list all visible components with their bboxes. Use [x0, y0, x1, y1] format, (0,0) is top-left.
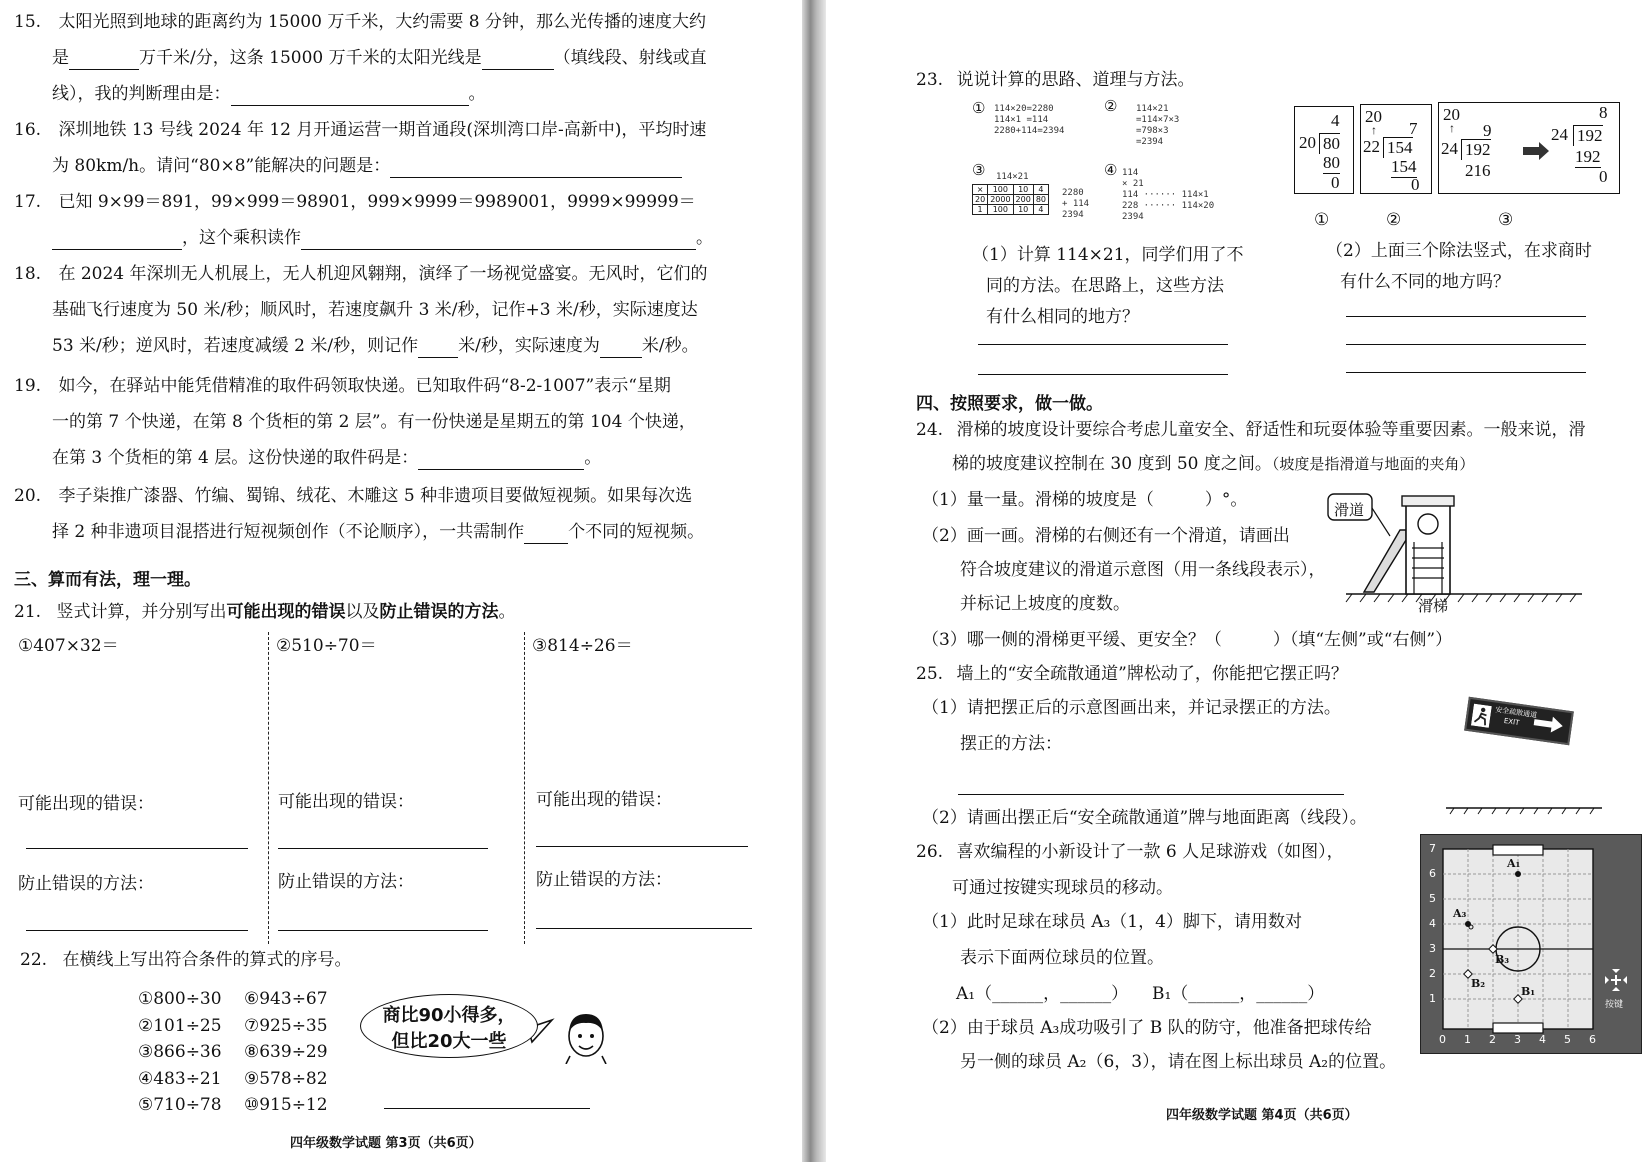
emphasis-text: 可能出现的错误: [226, 602, 346, 622]
x-tick: 1: [1464, 1033, 1471, 1046]
y-tick: 7: [1429, 842, 1436, 855]
question-text: 在 2024 年深圳无人机展上，无人机迎风翱翔，演绎了一场视觉盛宴。无风时，它们的: [58, 264, 708, 284]
sign-exit-text: EXIT: [1503, 716, 1520, 728]
method-label: ②: [1104, 97, 1118, 115]
calc-line: 2394: [1062, 210, 1084, 220]
x-tick: 4: [1539, 1033, 1546, 1046]
player-label: A₃: [1453, 907, 1467, 920]
floor-line: [1446, 804, 1604, 816]
answer-line[interactable]: [1346, 372, 1586, 373]
question-24: [916, 418, 1585, 442]
division-box-3: [1438, 102, 1620, 194]
prevent-label: 防止错误的方法：: [18, 874, 154, 894]
divisor: 22: [1363, 137, 1380, 156]
question-text: 如今，在驿站中能凭借精准的取件码领取快递。已知取件码“8-2-1007”表示“星期: [58, 376, 671, 396]
question-number: 16.: [14, 120, 42, 140]
grid-cell: 4: [1033, 205, 1048, 215]
question-19-line3: [52, 446, 601, 470]
question-26-line2: 可通过按键实现球员的移动。: [952, 878, 1173, 898]
section-heading: 三、算而有法，理一理。: [14, 570, 201, 590]
question-16: [14, 118, 706, 142]
method-label: ③: [972, 161, 986, 179]
question-number: 18.: [14, 264, 42, 284]
answer-line[interactable]: [278, 930, 488, 931]
grid-cell: ×: [973, 185, 988, 195]
exam-page-4: [826, 0, 1650, 1162]
question-24-part3: （3）哪一侧的滑梯更平缓、更安全？（ ）（填“左侧”或“右侧”）: [922, 630, 1453, 650]
key-label: 按键: [1605, 1000, 1624, 1010]
arrow-up-icon: ↑: [1449, 121, 1455, 135]
question-26-part1: （1）此时足球在球员 A₃（1，4）脚下，请用数对: [922, 912, 1302, 932]
arrow-right-icon: [1533, 714, 1565, 734]
list-item: ⑧639÷29: [244, 1042, 328, 1062]
a1-coordinate-answer[interactable]: A₁（______，______）: [956, 984, 1129, 1004]
right-arrow-icon: [1521, 141, 1551, 161]
question-number: 24.: [916, 420, 944, 440]
question-25-part2: （2）请画出摆正后“安全疏散通道”牌与地面距离（线段）。: [922, 808, 1367, 828]
question-20: [14, 484, 692, 508]
arrow-up-icon: ↑: [1371, 123, 1377, 137]
handwritten-method-4: [1122, 168, 1214, 223]
text: 在第 3 个货柜的第 4 层。这份快递的取件码是：: [52, 448, 419, 468]
remainder: 0: [1599, 167, 1608, 186]
question-number: 25.: [916, 664, 944, 684]
page-footer: 四年级数学试题 第4页（共6页）: [1166, 1108, 1358, 1123]
calc-line: 114×20=2280: [994, 104, 1054, 114]
slide-illustration: [1326, 490, 1586, 610]
text: ，这个乘积读作: [182, 228, 301, 248]
question-26-part2-line2: 另一侧的球员 A₂（6，3），请在图上标出球员 A₂的位置。: [960, 1052, 1397, 1072]
answer-blank[interactable]: [69, 51, 139, 70]
answer-line[interactable]: [26, 848, 248, 849]
question-17: [14, 190, 696, 214]
answer-blank[interactable]: [600, 339, 642, 358]
answer-blank[interactable]: [418, 451, 584, 470]
error-label: 可能出现的错误：: [536, 790, 672, 810]
list-item: ①800÷30: [138, 989, 222, 1009]
x-tick: 3: [1514, 1033, 1521, 1046]
x-tick: 6: [1589, 1033, 1596, 1046]
divisor: 20: [1299, 133, 1316, 152]
ladder-label: 滑梯: [1418, 597, 1449, 615]
text: 53 米/秒；逆风时，若速度减缓 2 米/秒，则记作: [52, 336, 419, 356]
answer-line[interactable]: [536, 928, 752, 929]
question-text: 墙上的“安全疏散通道”牌松动了，你能把它摆正吗？: [956, 664, 1348, 684]
grid-cell: 1: [973, 205, 988, 215]
calc-line: 114×21: [996, 172, 1029, 182]
question-15-line2: [52, 46, 707, 70]
question-24-line2: [952, 452, 1474, 476]
question-19: [14, 374, 671, 398]
y-tick: 4: [1429, 917, 1436, 930]
question-23: [916, 68, 1194, 92]
list-item: ③866÷36: [138, 1042, 222, 1062]
answer-blank[interactable]: [390, 159, 682, 178]
question-text: 在横线上写出符合条件的算式的序号。: [62, 950, 352, 970]
divisor: 24: [1441, 139, 1458, 158]
question-16-line2: [52, 154, 682, 178]
method-label: ①: [972, 99, 986, 117]
question-24-part1: （1）量一量。滑梯的坡度是（ ）°。: [922, 490, 1248, 510]
answer-line[interactable]: [978, 374, 1228, 375]
answer-line[interactable]: [958, 794, 1344, 795]
calc-line: + 114: [1062, 199, 1090, 209]
question-15-line3: [52, 82, 486, 106]
text: 。: [498, 602, 516, 622]
player-label: B₁: [1521, 985, 1536, 998]
emphasis-text: 防止错误的方法: [379, 602, 499, 622]
quotient: 9: [1483, 121, 1492, 140]
text: 米/秒。: [641, 336, 699, 356]
prevent-label: 防止错误的方法：: [278, 872, 414, 892]
list-item: ⑥943÷67: [244, 989, 328, 1009]
boy-face-icon: [560, 1006, 612, 1064]
calc-line: =114×7×3: [1136, 115, 1180, 125]
division-label: ③: [1498, 210, 1514, 230]
calc-line: 2280: [1062, 188, 1084, 198]
text: （1）计算 114×21，同学们用了不: [972, 245, 1244, 265]
calc-expression: ②510÷70＝: [276, 636, 377, 656]
question-text: 滑梯的坡度设计要综合考虑儿童安全、舒适性和玩耍体验等重要因素。一般来说，滑: [956, 420, 1586, 440]
text: 有什么不同的地方吗？: [1340, 272, 1510, 292]
note-text: （坡度是指滑道与地面的夹角）: [1271, 455, 1475, 473]
answer-line[interactable]: [536, 846, 748, 847]
calc-line: 114: [1122, 168, 1139, 178]
y-tick: 6: [1429, 867, 1436, 880]
question-18-line2: 基础飞行速度为 50 米/秒；顺风时，若速度飙升 3 米/秒，记作+3 米/秒，实际速度达: [52, 300, 698, 320]
running-man-icon: [1471, 704, 1492, 728]
field-grid: [1421, 835, 1641, 1053]
question-number: 21.: [14, 602, 42, 622]
quotient: 4: [1331, 111, 1340, 130]
division-box-2: [1360, 104, 1432, 194]
subtrahend: 80: [1323, 153, 1340, 172]
grid-cell: 2000: [988, 195, 1013, 205]
text: 万千米/分，这条 15000 万千米的太阳光线是: [139, 48, 482, 68]
grid-cell: 20: [973, 195, 988, 205]
y-tick: 2: [1429, 967, 1436, 980]
list-item: ④483÷21: [138, 1068, 222, 1089]
football-field: [1420, 834, 1642, 1054]
dividend: 80: [1319, 133, 1340, 154]
list-item: ②101÷25: [138, 1015, 222, 1036]
question-number: 19.: [14, 376, 42, 396]
question-18-line3: [52, 334, 699, 358]
speech-bubble: [360, 994, 538, 1058]
text: 。: [468, 84, 486, 104]
method-3-grid: [972, 184, 1049, 215]
y-tick: 3: [1429, 942, 1436, 955]
text: 有什么相同的地方？: [986, 307, 1139, 327]
text: 线），我的判断理由是：: [52, 84, 231, 104]
answer-line[interactable]: [978, 344, 1228, 345]
division-label: ①: [1314, 210, 1330, 230]
player-label: B₃: [1495, 953, 1510, 966]
text: 米/秒，实际速度为: [458, 336, 600, 356]
x-tick: 5: [1564, 1033, 1571, 1046]
dividend: 192: [1573, 125, 1603, 146]
answer-line[interactable]: [1346, 344, 1586, 345]
list-item: ⑦925÷35: [244, 1015, 328, 1036]
calc-line: 114×1 =114: [994, 115, 1049, 125]
grid-cell: 100: [988, 185, 1013, 195]
question-17-line2: [52, 226, 713, 250]
x-tick: 0: [1439, 1033, 1446, 1046]
text: 梯的坡度建议控制在 30 度到 50 度之间。: [952, 454, 1272, 474]
method-3-sum: [1062, 188, 1089, 221]
question-text: 深圳地铁 13 号线 2024 年 12 月开通运营一期首通段(深圳湾口岸-高新中)，平均时速: [58, 120, 707, 140]
question-20-line2: [52, 520, 704, 544]
text: 同的方法。在思路上，这些方法: [986, 276, 1224, 296]
calc-expression: ①407×32＝: [18, 636, 119, 656]
y-tick: 1: [1429, 992, 1436, 1005]
player-label: B₂: [1471, 977, 1486, 990]
text: （2）上面三个除法竖式，在求商时: [1326, 241, 1592, 261]
quotient: 8: [1599, 103, 1608, 122]
grid-cell: 4: [1033, 185, 1048, 195]
bubble-text: 商比90小得多，: [382, 1005, 516, 1026]
method-label: ④: [1104, 161, 1118, 179]
question-23-part1: [972, 240, 1244, 333]
calc-line: 114 ······ 114×1: [1122, 190, 1209, 200]
method-label: 摆正的方法：: [960, 734, 1062, 754]
question-23-part2: [1326, 236, 1592, 298]
sign-text: 安全疏散通道: [1494, 705, 1538, 720]
question-number: 26.: [916, 842, 944, 862]
quotient: 7: [1409, 119, 1418, 138]
error-label: 可能出现的错误：: [278, 792, 414, 812]
text: 择 2 种非遗项目混搭进行短视频创作（不论顺序），一共需制作: [52, 522, 525, 542]
answer-line[interactable]: [384, 1108, 590, 1109]
section-heading: 四、按照要求，做一做。: [916, 394, 1103, 414]
calc-line: 2280+114=2394: [994, 126, 1065, 136]
remainder: 0: [1331, 173, 1340, 192]
estimate: 20: [1443, 105, 1460, 124]
division-box-1: [1294, 106, 1354, 194]
divider: [268, 632, 269, 944]
slide-label: 滑道: [1334, 501, 1365, 519]
question-number: 23.: [916, 70, 944, 90]
subtrahend: 154: [1391, 157, 1417, 176]
text: （填线段、射线或直: [553, 48, 707, 68]
answer-line[interactable]: [1346, 316, 1586, 317]
estimate: 20: [1365, 107, 1382, 126]
question-24-part2-line2: 符合坡度建议的滑道示意图（用一条线段表示），: [960, 560, 1326, 580]
text: 是: [52, 48, 69, 68]
question-text: 李子柒推广漆器、竹编、蜀锦、绒花、木雕这 5 种非遗项目要做短视频。如果每次选: [58, 486, 693, 506]
subtrahend: 192: [1575, 147, 1601, 166]
list-item: ⑤710÷78: [138, 1095, 222, 1115]
question-26-part2: （2）由于球员 A₃成功吸引了 B 队的防守，他准备把球传给: [922, 1018, 1372, 1038]
question-22: [20, 948, 351, 972]
question-26-part1-line2: 表示下面两位球员的位置。: [960, 948, 1164, 968]
text: 。: [696, 228, 713, 248]
calc-line: 228 ······ 114×20: [1122, 201, 1215, 211]
remainder: 0: [1411, 175, 1420, 194]
question-19-line2: 一的第 7 个快递，在第 8 个货柜的第 2 层”。有一份快递是星期五的第 104 个快递，: [52, 412, 696, 432]
prevent-label: 防止错误的方法：: [536, 870, 672, 890]
calc-line: 114×21: [1136, 104, 1169, 114]
divisor: 24: [1551, 125, 1568, 144]
handwritten-method-2: [1136, 104, 1179, 148]
text: 以及: [345, 602, 380, 622]
question-26: [916, 840, 1344, 864]
grid-cell: 200: [1013, 195, 1033, 205]
question-25-part1: （1）请把摆正后的示意图画出来，并记录摆正的方法。: [922, 698, 1341, 718]
page-footer: 四年级数学试题 第3页（共6页）: [290, 1136, 482, 1151]
answer-blank[interactable]: [231, 87, 469, 106]
answer-blank[interactable]: [418, 339, 458, 358]
expression-list-right: [244, 986, 328, 1119]
calc-line: 2394: [1122, 212, 1144, 222]
answer-line[interactable]: [26, 930, 248, 931]
question-text: 已知 9×99＝891，99×999＝98901，999×9999＝9989001，9999×99999＝: [58, 192, 696, 212]
text: 。: [584, 448, 602, 468]
answer-blank[interactable]: [52, 231, 182, 250]
grid-cell: 80: [1033, 195, 1048, 205]
question-text: 喜欢编程的小新设计了一款 6 人足球游戏（如图），: [956, 842, 1344, 862]
text: 为 80km/h。请问“80×8”能解决的问题是：: [52, 156, 391, 176]
exit-sign: [1464, 697, 1574, 745]
question-24-part2-line3: 并标记上坡度的度数。: [960, 594, 1130, 614]
b1-coordinate-answer[interactable]: B₁（______，______）: [1152, 984, 1325, 1004]
answer-blank[interactable]: [524, 525, 568, 544]
calc-line: =798×3: [1136, 126, 1169, 136]
grid-cell: 10: [1013, 205, 1033, 215]
question-number: 17.: [14, 192, 42, 212]
question-24-part2: （2）画一画。滑梯的右侧还有一个滑道，请画出: [922, 526, 1290, 546]
player-label: A₁: [1507, 857, 1521, 870]
calc-line: × 21: [1122, 179, 1144, 189]
dividend: 154: [1383, 137, 1413, 158]
grid-cell: 100: [988, 205, 1013, 215]
question-21: [14, 600, 515, 624]
bubble-text: 但比20大一些: [391, 1031, 507, 1052]
dividend: 192: [1461, 139, 1491, 160]
question-number: 22.: [20, 950, 48, 970]
question-text: 说说计算的思路、道理与方法。: [956, 70, 1195, 90]
question-number: 20.: [14, 486, 42, 506]
answer-line[interactable]: [278, 848, 488, 849]
divider: [524, 632, 525, 944]
handwritten-method-1: [994, 104, 1064, 137]
subtrahend: 216: [1465, 161, 1491, 180]
answer-blank[interactable]: [482, 51, 554, 70]
list-item: ⑨578÷82: [244, 1068, 328, 1089]
error-label: 可能出现的错误：: [18, 794, 154, 814]
exam-page-3: [0, 0, 802, 1162]
page-gutter: [802, 0, 826, 1162]
text: 竖式计算，并分别写出: [56, 602, 227, 622]
calc-line: =2394: [1136, 137, 1164, 147]
calc-expression: ③814÷26＝: [532, 636, 633, 656]
question-15: [14, 10, 706, 34]
list-item: ⑩915÷12: [244, 1095, 328, 1115]
answer-blank[interactable]: [301, 231, 696, 250]
text: 个不同的短视频。: [568, 522, 705, 542]
x-tick: 2: [1489, 1033, 1496, 1046]
grid-cell: 10: [1013, 185, 1033, 195]
question-text: 太阳光照到地球的距离约为 15000 万千米，大约需要 8 分钟，那么光传播的速度大约: [58, 12, 706, 32]
division-label: ②: [1386, 210, 1402, 230]
question-18: [14, 262, 708, 286]
expression-list-left: [138, 986, 222, 1119]
question-25: [916, 662, 1348, 686]
y-tick: 5: [1429, 892, 1436, 905]
question-number: 15.: [14, 12, 42, 32]
